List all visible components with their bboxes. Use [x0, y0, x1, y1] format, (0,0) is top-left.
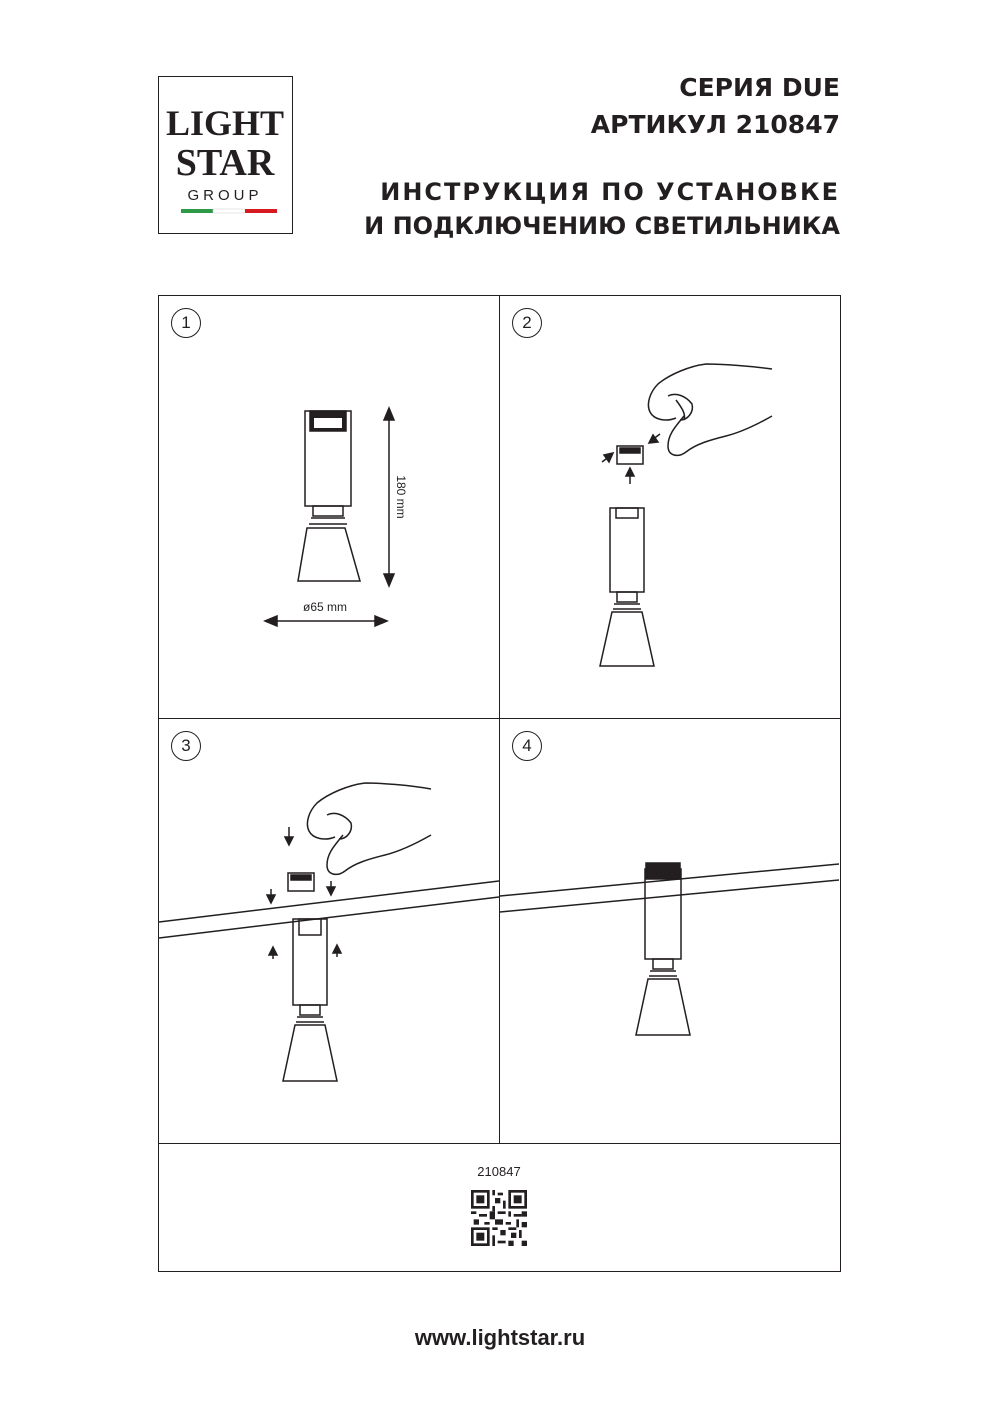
hand-icon: [307, 783, 431, 874]
brand-logo: [158, 76, 293, 234]
instruction-grid: [158, 295, 841, 1272]
title-line2: И ПОДКЛЮЧЕНИЮ СВЕТИЛЬНИКА: [364, 212, 840, 240]
lamp-shade: [298, 528, 360, 581]
direction-arrows: [267, 827, 341, 959]
step-number: 4: [512, 731, 542, 761]
website-link[interactable]: www.lightstar.ru: [414, 1325, 586, 1350]
step-4-panel: [500, 719, 840, 1144]
lamp-body: [293, 919, 327, 1005]
logo-line3: GROUP: [187, 187, 263, 204]
lamp-shade: [636, 979, 690, 1035]
direction-arrows: [602, 434, 660, 484]
dimensions-illustration: [159, 296, 499, 718]
diameter-dimension: ø65 mm: [302, 600, 348, 614]
qr-code-icon: [471, 1190, 527, 1246]
step-1-panel: [159, 296, 500, 719]
step-number: 3: [171, 731, 201, 761]
height-dimension: 180 mm: [394, 475, 408, 519]
adapter-removal-illustration: [500, 296, 839, 718]
installed-illustration: [500, 719, 839, 1143]
flag-green: [181, 209, 213, 213]
logo-line2: STAR: [175, 142, 275, 184]
step-2-panel: [500, 296, 840, 719]
product-code-section: [159, 1144, 839, 1271]
product-article: 210847: [477, 1164, 521, 1179]
step-number: 2: [512, 308, 542, 338]
flag-red: [245, 209, 277, 213]
logo-line1: LIGHT: [165, 103, 285, 143]
step-number: 1: [171, 308, 201, 338]
lamp-body: [610, 508, 644, 592]
lamp-shade: [600, 612, 654, 666]
title-line1: ИНСТРУКЦИЯ ПО УСТАНОВКЕ: [380, 178, 840, 206]
series-label: СЕРИЯ DUE: [679, 73, 840, 102]
lamp-shade: [283, 1025, 337, 1081]
article-label: АРТИКУЛ 210847: [590, 110, 840, 139]
flag-white: [213, 209, 245, 213]
hand-icon: [648, 364, 772, 455]
step-3-panel: [159, 719, 500, 1144]
track-mount-illustration: [159, 719, 499, 1143]
